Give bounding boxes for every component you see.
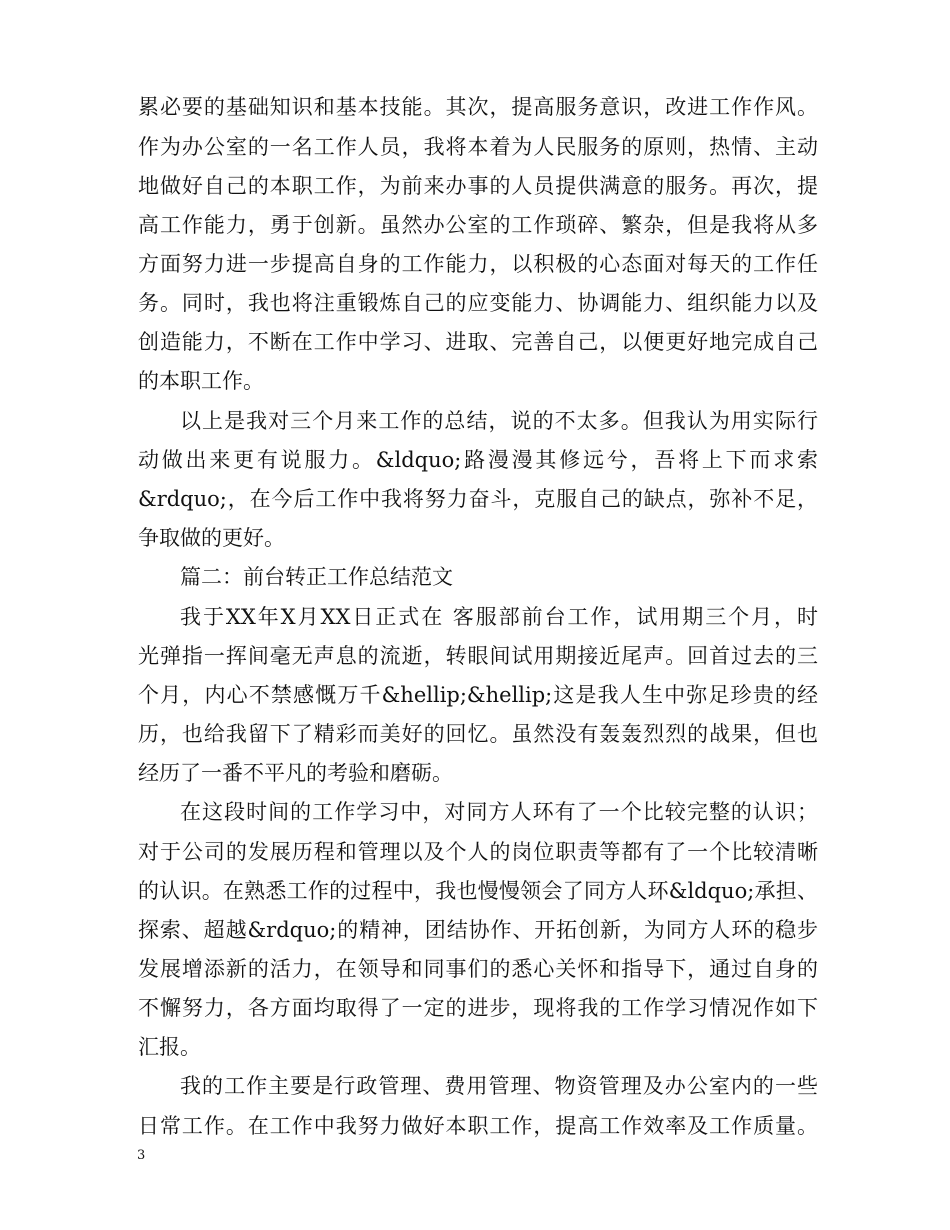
text-line: 经历了一番不平凡的考验和磨砺。 — [138, 761, 453, 785]
text-line: 不懈努力，各方面均取得了一定的进步，现将我的工作学习情况作如下 — [138, 996, 818, 1020]
text-line: 的本职工作。 — [138, 369, 264, 393]
text-line: 在这段时间的工作学习中，对同方人环有了一个比较完整的认识； — [180, 800, 818, 824]
text-line: 累必要的基础知识和基本技能。其次，提高服务意识，改进工作作风。 — [138, 95, 818, 119]
text-line: 对于公司的发展历程和管理以及个人的岗位职责等都有了一个比较清晰 — [138, 840, 818, 864]
text-line: 历，也给我留下了精彩而美好的回忆。虽然没有轰轰烈烈的战果，但也 — [138, 722, 818, 746]
text-line: 方面努力进一步提高自身的工作能力，以积极的心态面对每天的工作任 — [138, 252, 818, 276]
text-line: 创造能力，不断在工作中学习、进取、完善自己，以便更好地完成自己 — [138, 330, 818, 354]
text-line: 地做好自己的本职工作，为前来办事的人员提供满意的服务。再次，提 — [138, 174, 818, 198]
text-line: 光弹指一挥间毫无声息的流逝，转眼间试用期接近尾声。回首过去的三 — [138, 644, 818, 668]
text-line: 我于XX年X月XX日正式在 客服部前台工作，试用期三个月，时 — [180, 605, 818, 629]
text-line: 日常工作。在工作中我努力做好本职工作，提高工作效率及工作质量。 — [138, 1114, 818, 1138]
text-line: 动做出来更有说服力。&ldquo;路漫漫其修远兮，吾将上下而求索 — [138, 448, 818, 472]
text-line: 个月，内心不禁感慨万千&hellip;&hellip;这是我人生中弥足珍贵的经 — [138, 683, 818, 707]
page-number: 3 — [137, 1148, 146, 1163]
text-line: 以上是我对三个月来工作的总结，说的不太多。但我认为用实际行 — [180, 409, 818, 433]
text-line: 的认识。在熟悉工作的过程中，我也慢慢领会了同方人环&ldquo;承担、 — [138, 879, 818, 903]
text-line: 务。同时，我也将注重锻炼自己的应变能力、协调能力、组织能力以及 — [138, 291, 818, 315]
text-line: 发展增添新的活力，在领导和同事们的悉心关怀和指导下，通过自身的 — [138, 957, 818, 981]
text-line: 探索、超越&rdquo;的精神，团结协作、开拓创新，为同方人环的稳步 — [138, 918, 818, 942]
text-line: 争取做的更好。 — [138, 526, 285, 550]
text-line: &rdquo;，在今后工作中我将努力奋斗，克服自己的缺点，弥补不足， — [138, 487, 818, 511]
text-line: 作为办公室的一名工作人员，我将本着为人民服务的原则，热情、主动 — [138, 135, 818, 159]
text-line: 汇报。 — [138, 1035, 201, 1059]
text-line: 我的工作主要是行政管理、费用管理、物资管理及办公室内的一些 — [180, 1074, 818, 1098]
section-heading: 篇二：前台转正工作总结范文 — [180, 565, 453, 589]
text-line: 高工作能力，勇于创新。虽然办公室的工作琐碎、繁杂，但是我将从多 — [138, 213, 818, 237]
